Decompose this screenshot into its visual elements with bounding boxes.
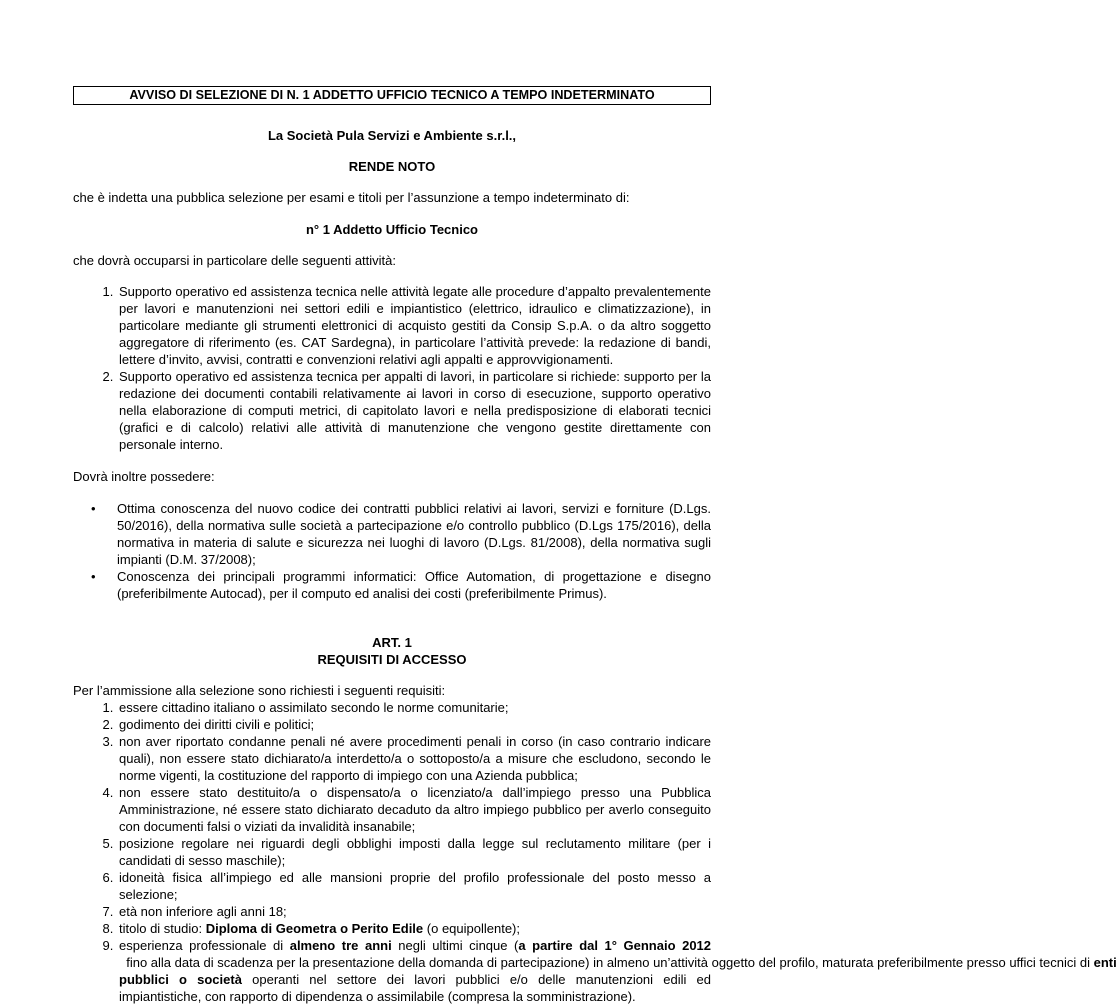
requirement-item: 2. godimento dei diritti civili e politici; (117, 716, 711, 733)
requirement-item: 7. età non inferiore agli anni 18; (117, 903, 711, 920)
company-name: La Società Pula Servizi e Ambiente s.r.l., (267, 128, 517, 143)
requirement-item: 9. esperienza professionale di almeno tre anni negli ultimi cinque (a partire dal 1° Gennaio 2012 fino alla data di scadenza per la presentazione della domanda di partecipazione) in almeno un’attività oggetto del profilo, maturata preferibilmente presso uffici tecnici di enti pubblici o società operanti nel settore dei lavori pubblici e/o delle manutenzioni edili ed impiantistiche, con rapporto di dipendenza o assimilabile (compresa la somministrazione). (117, 937, 711, 1005)
article-title: REQUISITI DI ACCESSO (317, 652, 467, 667)
activity-item: 2. Supporto operativo ed assistenza tecnica per appalti di lavori, in particolare si richiede: supporto per la redazione dei documenti contabili relativamente ai lavori in corso di esecuzione, supporto operativo nella elaborazione di computi metrici, di capitolato lavori e nella predisposizione di elaborati tecnici (grafici e di calcolo) relativi alle attività di manutenzione che vengono gestite direttamente con personale interno. (117, 368, 711, 453)
rende-noto-heading: RENDE NOTO (348, 159, 436, 174)
document-title: AVVISO DI SELEZIONE DI N. 1 ADDETTO UFFICIO TECNICO A TEMPO INDETERMINATO (73, 86, 711, 105)
activities-intro: che dovrà occuparsi in particolare delle seguenti attività: (73, 253, 397, 268)
skills-heading: Dovrà inoltre possedere: (73, 469, 215, 484)
position-title: n° 1 Addetto Ufficio Tecnico (305, 222, 479, 237)
bullet-icon: • (91, 569, 96, 584)
article-number: ART. 1 (372, 635, 412, 650)
skill-item: • Conoscenza dei principali programmi informatici: Office Automation, di progettazione e disegno (preferibilmente Autocad), per il computo ed analisi dei costi (preferibilmente Primus). (91, 569, 711, 601)
intro-line: che è indetta una pubblica selezione per esami e titoli per l’assunzione a tempo indeterminato di: (73, 190, 630, 205)
requirement-item: 5. posizione regolare nei riguardi degli obblighi imposti dalla legge sul reclutamento militare (per i candidati di sesso maschile); (117, 835, 711, 869)
requirement-item: 3. non aver riportato condanne penali né avere procedimenti penali in corso (in caso contrario indicare quali), non essere stato dichiarato/a interdetto/a o sottoposto/a a misure che escludono, secondo le norme vigenti, la costituzione del rapporto di impiego con una Azienda pubblica; (117, 733, 711, 784)
document-page (73, 86, 1117, 1005)
requirement-item: 4. non essere stato destituito/a o dispensato/a o licenziato/a dall’impiego presso una Pubblica Amministrazione, né essere stato dichiarato decaduto da altro impiego pubblico per averlo conseguito con documenti falsi o viziati da invalidità insanabile; (117, 784, 711, 835)
requirement-item: 1. essere cittadino italiano o assimilato secondo le norme comunitarie; (117, 699, 711, 716)
requirement-item: 6. idoneità fisica all’impiego ed alle mansioni proprie del profilo professionale del posto messo a selezione; (117, 869, 711, 903)
bullet-icon: • (91, 501, 96, 516)
activity-item: 1. Supporto operativo ed assistenza tecnica nelle attività legate alle procedure d’appalto prevalentemente per lavori e manutenzioni nei settori edili e impiantistico (elettrico, idraulico e climatizzazione), in particolare mediante gli strumenti elettronici di acquisto gestiti da Consip S.p.A. o da altro soggetto aggregatore di riferimento (es. CAT Sardegna), in particolare l’attività prevede: la redazione di bandi, lettere d’invito, avvisi, contratti e convenzioni relativi agli appalti e approvvigionamenti. (117, 283, 711, 368)
requirements-list (73, 699, 1117, 1005)
requirement-item: 8. titolo di studio: Diploma di Geometra o Perito Edile (o equipollente); (117, 920, 711, 937)
requirements-intro: Per l’ammissione alla selezione sono richiesti i seguenti requisiti: (73, 683, 446, 698)
activities-list (73, 283, 711, 453)
skill-item: • Ottima conoscenza del nuovo codice dei contratti pubblici relativi ai lavori, servizi e forniture (D.Lgs. 50/2016), della normativa sulle società a partecipazione e/o controllo pubblico (D.Lgs 175/2016), della normativa in materia di salute e sicurezza nei luoghi di lavoro (D.Lgs. 81/2008), della normativa sugli impianti (D.M. 37/2008); (91, 501, 711, 567)
skills-list (73, 500, 711, 602)
